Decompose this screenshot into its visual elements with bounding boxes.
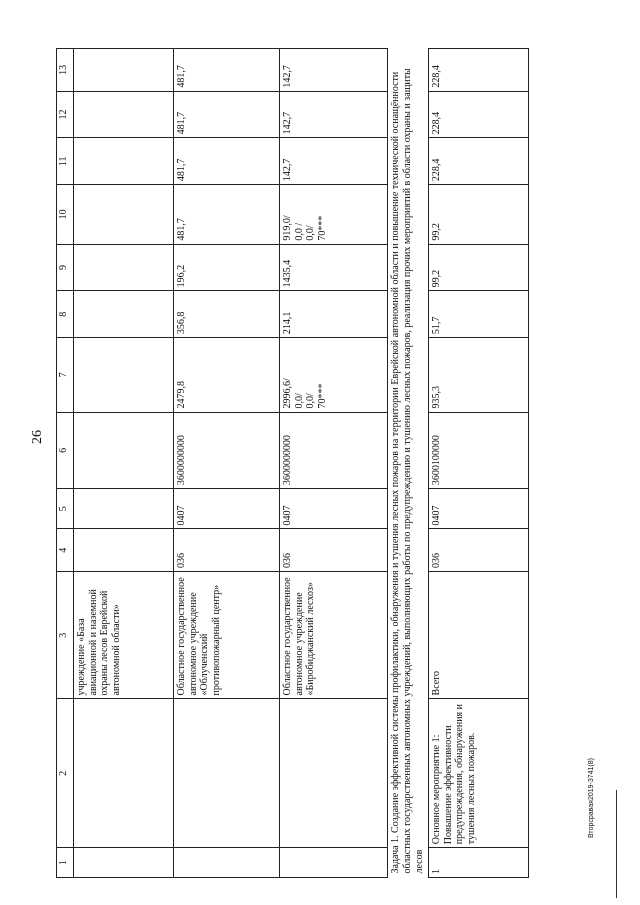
cell: 481,7 (174, 49, 280, 92)
col-header: 9 (57, 244, 74, 291)
cell: 228,4 (429, 138, 529, 185)
col-header: 5 (57, 489, 74, 529)
table-row (174, 49, 280, 878)
col-header: 10 (57, 185, 74, 245)
cell (74, 91, 174, 138)
cell (74, 338, 174, 412)
table-row (74, 49, 174, 878)
cell: 2479,8 (174, 338, 280, 412)
table-row (429, 49, 529, 878)
col-header: 8 (57, 291, 74, 338)
cell: 99,2 (429, 244, 529, 291)
cell: 3600100000 (429, 412, 529, 489)
cell (74, 848, 174, 878)
budget-table (56, 48, 529, 878)
cell (74, 185, 174, 245)
cell (174, 699, 280, 848)
cell: 1 (429, 848, 529, 878)
cell: 935,3 (429, 338, 529, 412)
cell: 142,7 (280, 91, 388, 138)
col-header: 6 (57, 412, 74, 489)
document-stamp: Вторсравая2019-3741(8) (588, 758, 595, 838)
cell: 142,7 (280, 49, 388, 92)
cell: Областное государственное автономное учреждение «Облученский противопожарный центр» (174, 571, 280, 699)
cell: 99,2 (429, 185, 529, 245)
cell: 036 (174, 529, 280, 572)
cell (74, 291, 174, 338)
cell (280, 848, 388, 878)
cell: 036 (429, 529, 529, 572)
cell: 481,7 (174, 185, 280, 245)
cell: 196,2 (174, 244, 280, 291)
cell: 51,7 (429, 291, 529, 338)
table-row (280, 49, 388, 878)
cell: 356,8 (174, 291, 280, 338)
cell (74, 699, 174, 848)
cell (74, 529, 174, 572)
cell: 919,0/ 0,0 / 0,0/ 70*** (280, 185, 388, 245)
cell (74, 49, 174, 92)
margin-line (616, 790, 617, 898)
cell (74, 244, 174, 291)
cell: 0407 (280, 489, 388, 529)
col-header: 1 (57, 848, 74, 878)
col-header: 13 (57, 49, 74, 92)
cell: 481,7 (174, 91, 280, 138)
cell: 228,4 (429, 49, 529, 92)
cell: 2996,6/ 0,0/ 0,0/ 70*** (280, 338, 388, 412)
task-text: Задача 1. Создание эффективной системы профилактики, обнаружения и тушения лесных пожаров на территории Еврейской автономной области и повышение технической оснащённости областных государственных автономных учреждений, выполняющих работы по предупреждению и тушению лесных пожаров, реализация прочих мероприятий в области охраны и защиты лесов (388, 49, 429, 878)
cell (280, 699, 388, 848)
cell (174, 848, 280, 878)
col-header: 7 (57, 338, 74, 412)
cell: 0407 (174, 489, 280, 529)
col-header: 12 (57, 91, 74, 138)
cell: Основное мероприятие 1: Повышение эффективности предупреждения, обнаружения и тушения лесных пожаров. (429, 699, 529, 848)
cell: 0407 (429, 489, 529, 529)
cell (74, 138, 174, 185)
cell: 214,1 (280, 291, 388, 338)
cell: 036 (280, 529, 388, 572)
cell: Всего (429, 571, 529, 699)
cell (74, 412, 174, 489)
col-header: 11 (57, 138, 74, 185)
cell: 3600000000 (280, 412, 388, 489)
col-header: 4 (57, 529, 74, 572)
header-row (57, 49, 74, 878)
cell (74, 489, 174, 529)
col-header: 3 (57, 571, 74, 699)
cell: 1435,4 (280, 244, 388, 291)
cell: 481,7 (174, 138, 280, 185)
page-number: 26 (30, 430, 45, 444)
rotated-table-page (56, 48, 576, 878)
col-header: 2 (57, 699, 74, 848)
cell: 228,4 (429, 91, 529, 138)
cell: учреждение «База авиационной и наземной охраны лесов Еврейской автономной области» (74, 571, 174, 699)
cell: 3600000000 (174, 412, 280, 489)
task-row (388, 49, 429, 878)
cell: 142,7 (280, 138, 388, 185)
cell: Областное государственное автономное учреждение «Биробиджанский лесхоз» (280, 571, 388, 699)
